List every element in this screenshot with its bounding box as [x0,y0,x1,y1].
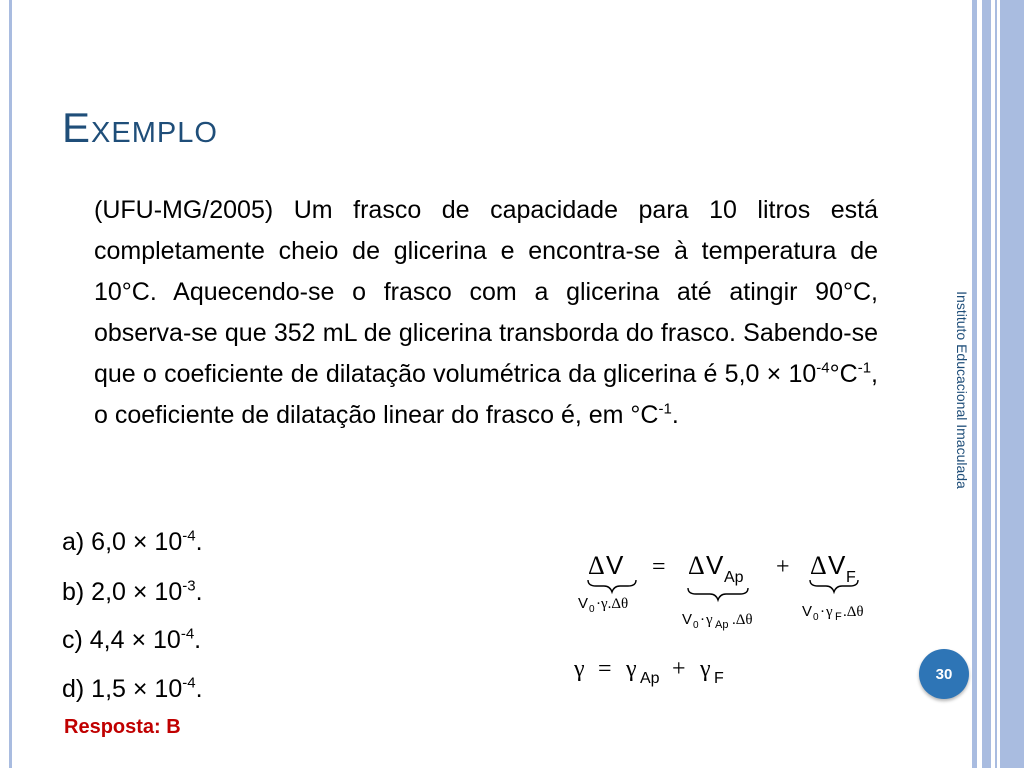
brace-label [802,603,864,623]
underbrace [588,580,636,592]
dtheta: .Δθ [843,604,864,620]
option-end: . [195,528,203,556]
volume-symbol: V [706,550,724,580]
equation-graphic [560,538,900,688]
subscript-f: F [835,611,842,623]
delta-symbol: Δ [688,551,705,580]
subscript-f: F [714,670,724,687]
subscript-ap: Ap [715,619,729,631]
brace-label [578,595,628,615]
equals-sign: = [652,554,666,580]
exponent: -4 [816,359,830,377]
option-end: . [195,675,203,703]
zero-subscript: 0 [589,604,595,615]
dot: · [700,612,705,628]
problem-text: (UFU-MG/2005) Um frasco de capacidade para 10 litros está completamente cheio de glicerina e encontra-se à temperatura de 10°C. Aquecendo-se o frasco com a glicerina até atingir 90°C, observa-se que 352 mL de glicerina transborda do frasco. Sabendo-se que o coeficiente de dilatação volumétrica da glicerina é 5,0 × 10 [94,196,878,388]
exponent: -4 [180,625,195,643]
option-end: . [195,578,203,606]
option-a [62,528,203,557]
plus-sign: + [672,656,686,682]
problem-text: , o coeficiente de dilatação linear do frasco é, em °C [94,360,878,429]
zero-subscript: 0 [813,612,819,623]
exponent: -1 [658,400,672,418]
left-frame-bar [9,0,12,768]
exponent: -1 [857,359,872,377]
gamma: γ [706,612,713,628]
volume-symbol: V [828,550,846,580]
brace-label [682,611,753,631]
option-b [62,578,203,607]
option-end: . [194,626,202,654]
option-text: c) 4,4 × 10 [62,626,181,654]
plus-sign: + [776,554,790,580]
dtheta: .Δθ [732,612,753,628]
exponent: -4 [182,527,196,545]
right-frame-bar [1000,0,1024,768]
dot: · [820,604,825,620]
subscript-f: F [846,569,856,586]
right-frame-bar [995,0,997,768]
equals-sign: = [598,656,612,682]
subscript-ap: Ap [724,569,744,586]
subscript-ap: Ap [640,670,660,687]
zero-subscript: 0 [693,620,699,631]
v-label: V [802,603,813,620]
answer-label: Resposta: B [64,716,181,738]
option-text: d) 1,5 × 10 [62,675,183,703]
gamma-equation [573,656,724,687]
option-text: b) 2,0 × 10 [62,578,183,606]
gamma: γ [700,656,711,682]
exponent: -4 [182,674,196,692]
problem-text: °C [829,360,858,388]
volume-symbol: V [606,550,624,580]
right-frame-bar [982,0,991,768]
institution-label [947,270,977,510]
problem-text: . [671,401,679,429]
delta-symbol: Δ [588,551,605,580]
institution-text: Instituto Educacional Imaculada [954,291,970,489]
option-text: a) 6,0 × 10 [62,528,183,556]
gamma-dtheta: ·γ.Δθ [596,596,629,612]
page-number: 30 [935,665,953,683]
gamma: γ [826,604,833,620]
exponent: -3 [182,577,196,595]
slide-title: Exemplo [62,104,218,151]
v-label: V [682,611,693,628]
problem-statement [94,190,878,436]
v-label: V [578,595,589,612]
option-d [62,675,203,704]
gamma: γ [626,656,637,682]
option-c [62,626,201,655]
page-number-badge [919,649,969,699]
underbrace [688,588,748,600]
delta-symbol: Δ [810,551,827,580]
gamma: γ [574,656,585,682]
